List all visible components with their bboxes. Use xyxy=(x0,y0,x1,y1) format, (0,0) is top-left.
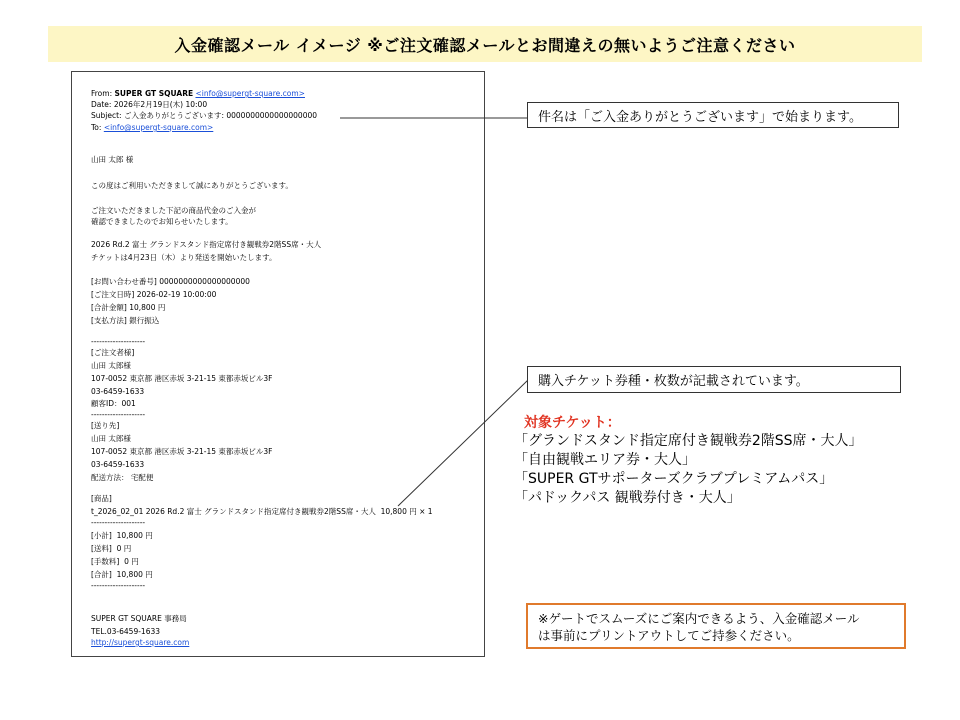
ticket-item: 「パドックパス 観戦券付き・大人」 xyxy=(514,490,741,506)
email-item-heading: [商品] xyxy=(91,494,112,503)
email-grand-total: [合計] 10,800 円 xyxy=(91,570,153,579)
page-title-text: 入金確認メール イメージ ※ご注文確認メールとお間違えの無いようご注意ください xyxy=(174,35,796,55)
email-shipping-method: 配送方法： 宅配便 xyxy=(91,473,154,482)
email-date: Date: 2026年2月19日(木) 10:00 xyxy=(91,100,208,109)
email-orderer-heading: [ご注文者様] xyxy=(91,348,135,357)
email-product-b: チケットは4月23日（木）より発送を開始いたします。 xyxy=(91,253,277,262)
to-label: To: xyxy=(91,123,104,132)
email-subtotal: [小計] 10,800 円 xyxy=(91,531,153,540)
target-tickets-heading: 対象チケット： xyxy=(524,415,621,431)
email-separator: -------------------- xyxy=(91,581,146,590)
ticket-callout-text: 購入チケット券種・枚数が記載されています。 xyxy=(538,374,809,389)
email-item-line: t_2026_02_01 2026 Rd.2 富士 グランドスタンド指定席付き観戦券2階SS席・大人 10,800 円 × 1 xyxy=(91,507,433,516)
from-label: From: xyxy=(91,89,115,98)
ticket-item: 「自由観戦エリア券・大人」 xyxy=(514,452,696,468)
printout-note-line: は事前にプリントアウトしてご持参ください。 xyxy=(538,628,800,643)
from-address-link[interactable]: <info@supergt-square.com> xyxy=(195,89,305,98)
email-inquiry-number: [お問い合わせ番号] 0000000000000000000 xyxy=(91,277,250,286)
subject-callout-box xyxy=(527,102,899,128)
email-handling-fee: [手数料] 0 円 xyxy=(91,557,139,566)
email-shipping-address: 107-0052 東京都 港区赤坂 3-21-15 東都赤坂ビル3F xyxy=(91,447,273,456)
email-confirm-b: 確認できましたのでお知らせいたします。 xyxy=(91,217,233,226)
email-shipping-name: 山田 太郎様 xyxy=(91,434,131,443)
email-orderer-name: 山田 太郎様 xyxy=(91,361,131,370)
email-shipping-tel: 03-6459-1633 xyxy=(91,460,145,469)
ticket-item: 「SUPER GTサポーターズクラブプレミアムパス」 xyxy=(514,471,834,487)
email-customer-id: 顧客ID：001 xyxy=(91,399,136,408)
subject-callout-text: 件名は「ご入金ありがとうございます」で始まります。 xyxy=(538,109,862,125)
email-shipping-heading: [送り先] xyxy=(91,421,120,430)
email-orderer-tel: 03-6459-1633 xyxy=(91,387,145,396)
printout-note-line: ※ゲートでスムーズにご案内できるよう、入金確認メール xyxy=(538,611,860,626)
from-name: SUPER GT SQUARE xyxy=(114,89,194,98)
email-orderer-address: 107-0052 東京都 港区赤坂 3-21-15 東都赤坂ビル3F xyxy=(91,374,273,383)
email-payment-method: [支払方法] 銀行振込 xyxy=(91,316,160,325)
ticket-callout-box xyxy=(527,366,901,393)
email-separator: -------------------- xyxy=(91,518,146,527)
email-greeting: 山田 太郎 様 xyxy=(91,155,134,164)
email-separator: -------------------- xyxy=(91,337,146,346)
email-thanks: この度はご利用いただきまして誠にありがとうございます。 xyxy=(91,181,293,190)
email-product-a: 2026 Rd.2 富士 グランドスタンド指定席付き観戦券2階SS席・大人 xyxy=(91,240,322,249)
email-separator: -------------------- xyxy=(91,410,146,419)
email-office-name: SUPER GT SQUARE 事務局 xyxy=(91,614,187,623)
target-tickets-list xyxy=(514,432,863,508)
to-address-link[interactable]: <info@supergt-square.com> xyxy=(103,123,214,132)
email-office-tel: TEL.03-6459-1633 xyxy=(91,627,161,636)
ticket-item: 「グランドスタンド指定席付き観戦券2階SS席・大人」 xyxy=(514,433,863,449)
email-total-amount: [合計金額] 10,800 円 xyxy=(91,303,166,312)
ticket-callout-line xyxy=(398,380,528,506)
email-order-date: [ご注文日時] 2026-02-19 10:00:00 xyxy=(91,290,217,299)
email-confirm-a: ご注文いただきました下記の商品代金のご入金が xyxy=(91,206,256,215)
office-url-link[interactable]: http://supergt-square.com xyxy=(91,638,190,647)
email-shipping-fee: [送料] 0 円 xyxy=(91,544,132,553)
email-subject: Subject: ご入金ありがとうございます: 0000000000000000000 xyxy=(91,111,318,120)
printout-note-box xyxy=(526,603,906,649)
